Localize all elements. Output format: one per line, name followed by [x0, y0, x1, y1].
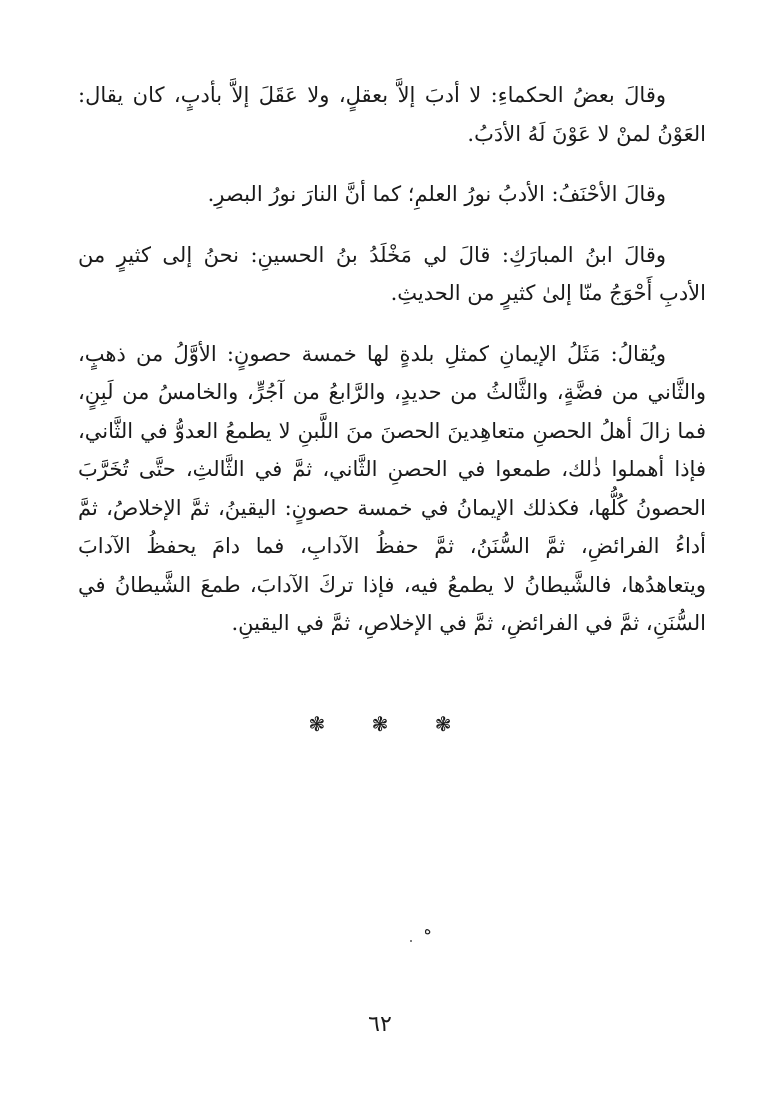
page-number: ٦٢ [368, 1012, 392, 1037]
paragraph-iman-fortresses: ويُقالُ: مَثَلُ الإيمانِ كمثلِ بلدةٍ لها خمسة حصونٍ: الأوَّلُ من ذهبٍ، والثَّاني من فضَّةٍ، والثَّالثُ من حديدٍ، والرَّابعُ من آجُرٍّ، والخامسُ من لَبِنٍ، فما زالَ أهلُ الحصنِ متعاهِدينَ الحصنَ منَ اللَّبنِ لا يطمعُ العدوُّ في الثَّاني، فإذا أهملوا ذٰلك، طمعوا في الحصنِ الثَّاني، ثمَّ في الثَّالثِ، حتَّى تُخَرَّبَ الحصونُ كُلُّها، فكذلك الإيمانُ في خمسة حصونٍ: اليقينُ، ثمَّ الإخلاصُ، ثمَّ أداءُ الفرائضِ، ثمَّ السُّنَنُ، ثمَّ حفظُ الآدابِ، فما دامَ يحفظُ الآدابَ ويتعاهدُها، فالشَّيطانُ لا يطمعُ فيه، فإذا تركَ الآدابَ، طمعَ الشَّيطانُ في السُّنَنِ، ثمَّ في الفرائضِ، ثمَّ في الإخلاصِ، ثمَّ في اليقينِ. [78, 341, 706, 635]
paragraph-hakama: وقالَ بعضُ الحكماءِ: لا أدبَ إلاَّ بعقلٍ، ولا عَقَلَ إلاَّ بأدبٍ، كان يقال: العَوْنُ لمنْ لا عَوْنَ لَهُ الأدَبُ. [78, 83, 706, 146]
footer-mark: ه [424, 922, 432, 938]
speck-dot [410, 940, 412, 942]
paragraph-ahnaf: وقالَ الأحْنَفُ: الأدبُ نورُ العلمِ؛ كما أنَّ النارَ نورُ البصرِ. [207, 182, 666, 206]
paragraph-ibn-mubarak: وقالَ ابنُ المبارَكِ: قالَ لي مَخْلَدُ بنُ الحسينِ: نحنُ إلى كثيرٍ من الأدبِ أَحْوَجُ منّا إلىٰ كثيرٍ من الحديثِ. [78, 242, 706, 305]
page-body [78, 76, 706, 665]
section-separator: ❃ ❃ ❃ [308, 712, 472, 736]
